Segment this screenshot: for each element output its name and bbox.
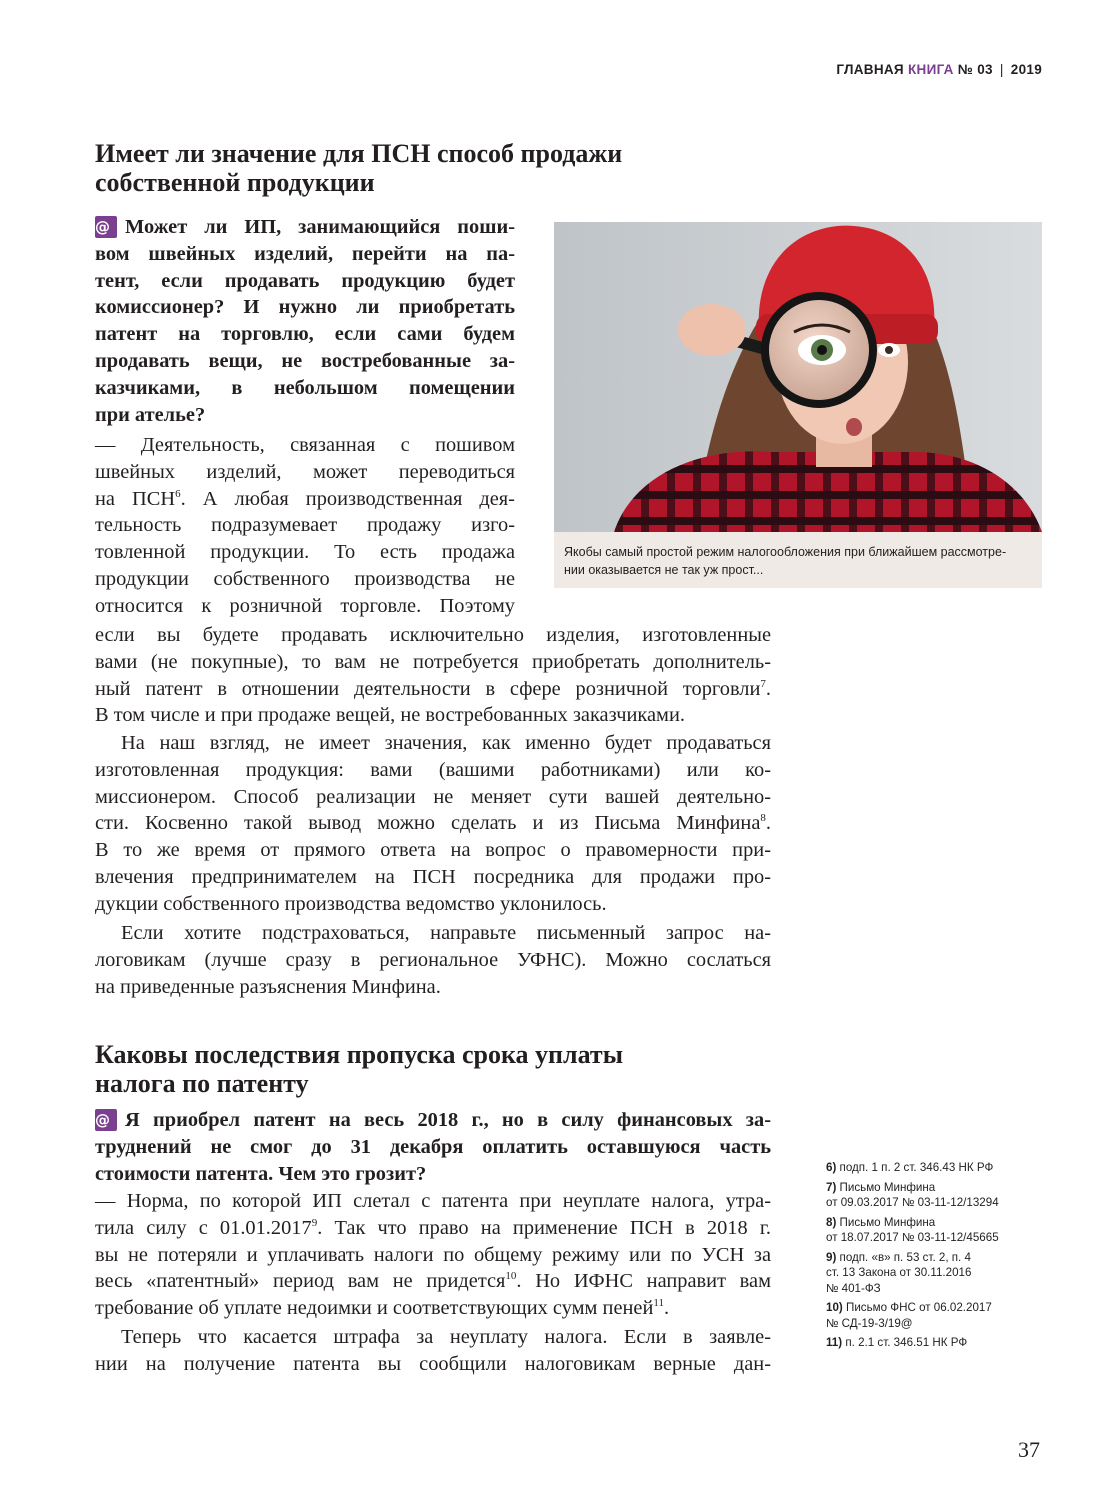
masthead-year: 2019 — [1010, 62, 1042, 77]
section1-question: @ Может ли ИП, занимающийся поши- вом швейных изделий, перейти на па- тент, если продавать продукцию будет комиссионер? И нужно ли приобретать патент на торговлю, если сами будем продавать вещи, не востребованные за- казчиками, в небольшом помещении при ателье? — [95, 216, 515, 426]
masthead — [836, 62, 1042, 77]
footnote-ref: 11 — [653, 1297, 664, 1310]
section2-paragraph2: Теперь что касается штрафа за неуплату налога. Если в заявле- нии на получение патента вы сообщили налоговикам верные дан- — [95, 1326, 771, 1375]
section2-title — [95, 1040, 755, 1098]
footnote-ref: 7 — [760, 677, 766, 690]
section2-answer: — Норма, по которой ИП слетал с патента при неуплате налога, утра- тила силу с 01.01.2017$^9$. Так что право на применение ПСН в 2018 г. вы не потеряли и уплачивать налоги по общему режиму или по УСН за весь «патентный» период вам не придется$^{10}$. Но ИФНС направит вам требование об уплате недоимки и соответствующих сумм пеней$^{11}$. — [95, 1190, 771, 1320]
photo-caption: Якобы самый простой режим налогообложения при ближайшем рассмотре- нии оказывается не так уж прост... — [554, 532, 1042, 588]
section1-answer-narrow: — Деятельность, связанная с пошивом швейных изделий, может переводиться на ПСН$^6$. А любая производственная дея- тельность подразумевает продажу изго- товленной продукции. То есть продажа продукции собственного производства не относится к розничной торговле. Поэтому — [95, 434, 515, 617]
section2-title-line: Каковы последствия пропуска срока уплаты — [95, 1040, 623, 1069]
section2-question: @ Я приобрел патент на весь 2018 г., но в силу финансовых за- труднений не смог до 31 декабря оплатить оставшуюся часть стоимости патента. Чем это грозит? — [95, 1109, 771, 1185]
footnote-ref: 8 — [760, 812, 766, 825]
section1-title-line: Имеет ли значение для ПСН способ продажи — [95, 139, 623, 168]
masthead-word1: ГЛАВНАЯ — [836, 62, 904, 77]
footnote-ref: 10 — [505, 1270, 517, 1283]
masthead-issue: № 03 — [957, 62, 993, 77]
section1-answer-wide: если вы будете продавать исключительно изделия, изготовленные вами (не покупные), то вам не потребуется приобретать дополнитель- ный патент в отношении деятельности в сфере розничной торговли$^7$. В том числе и при продаже вещей, не востребованных заказчиками. — [95, 624, 771, 727]
masthead-separator: | — [999, 62, 1004, 77]
at-icon: @ — [95, 216, 117, 238]
section1-paragraph2: На наш взгляд, не имеет значения, как именно будет продаваться изготовленная продукция: вами (вашими работниками) или ко- миссионером. Способ реализации не меняет сути вашей деятельно- сти. Косвенно такой вывод можно сделать и из Письма Минфина$^8$. В то же время от прямого ответа на вопрос о правомерности при- влечения предпринимателем на ПСН посредника для продажи про- дукции собственного производства ведомство уклонилось. — [95, 732, 771, 915]
section1-title — [95, 139, 755, 197]
at-icon: @ — [95, 1109, 117, 1131]
footnote: 9) подп. «в» п. 53 ст. 2, п. 4 ст. 13 Закона от 30.11.2016 № 401-ФЗ — [826, 1250, 972, 1295]
footnotes — [826, 1160, 1056, 1355]
footnote-ref: 9 — [311, 1216, 318, 1229]
section2-title-line: налога по патенту — [95, 1069, 309, 1098]
footnote: 11) п. 2.1 ст. 346.51 НК РФ — [826, 1336, 968, 1349]
footnote-ref: 6 — [175, 487, 181, 500]
footnote: 8) Письмо Минфина от 18.07.2017 № 03-11-12/45665 — [826, 1215, 999, 1244]
footnote: 10) Письмо ФНС от 06.02.2017 № СД-19-3/19@ — [826, 1301, 992, 1330]
masthead-word2: КНИГА — [907, 62, 954, 77]
page-number: 37 — [1018, 1437, 1040, 1462]
article-photo — [554, 222, 1042, 532]
section1-paragraph3: Если хотите подстраховаться, направьте письменный запрос на- логовикам (лучше сразу в региональное УФНС). Можно сослаться на приведенные разъяснения Минфина. — [95, 922, 771, 998]
footnote: 7) Письмо Минфина от 09.03.2017 № 03-11-12/13294 — [826, 1180, 999, 1209]
section1-title-line: собственной продукции — [95, 168, 375, 197]
footnote: 6) подп. 1 п. 2 ст. 346.43 НК РФ — [826, 1161, 994, 1174]
